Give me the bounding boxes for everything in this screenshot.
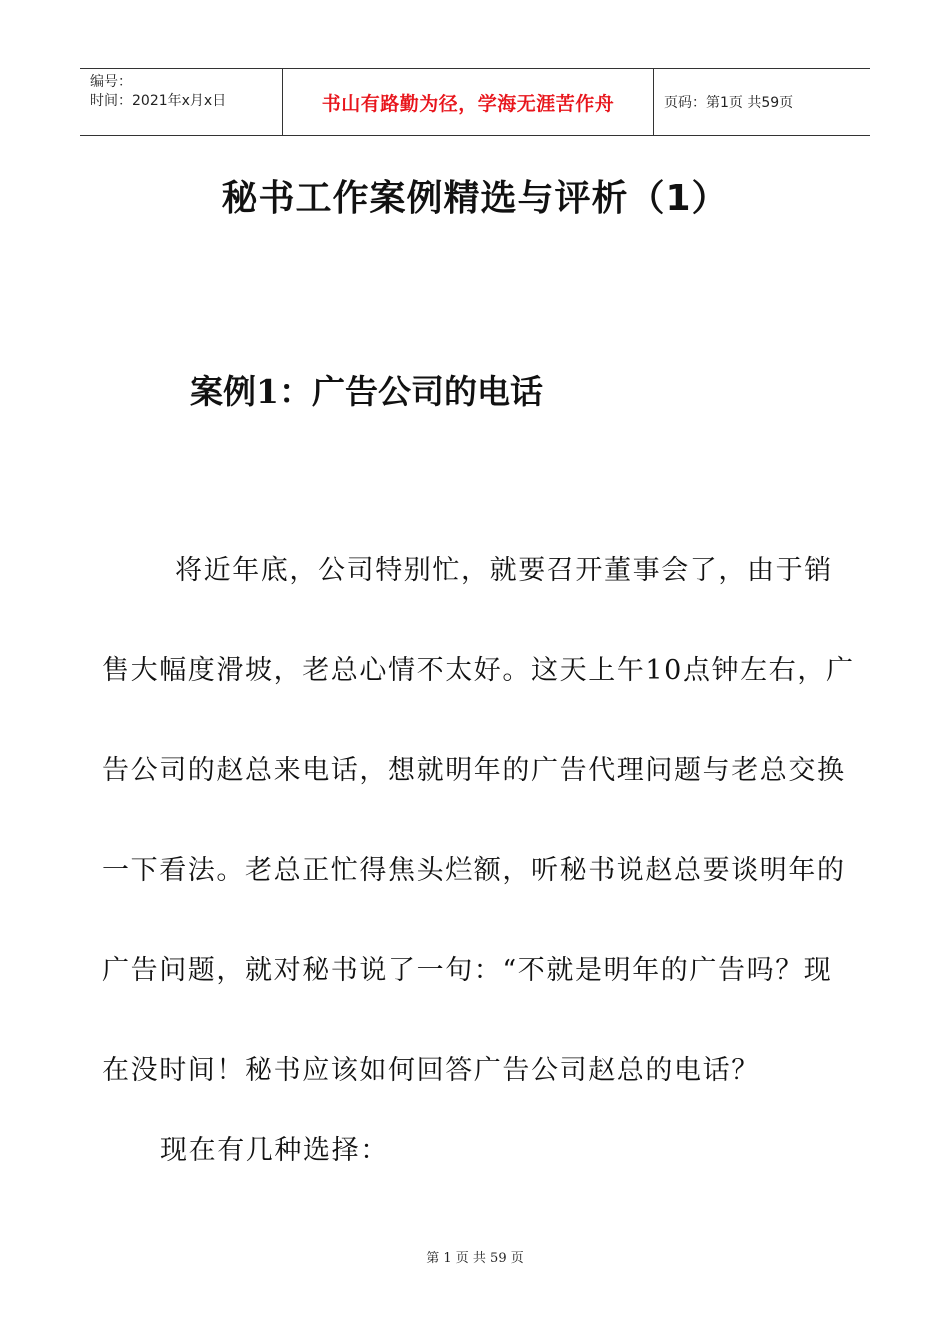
case-title: 案例1：广告公司的电话 [190,372,543,411]
body-line-1: 将近年底，公司特别忙，就要召开董事会了，由于销 [175,555,833,586]
body-line-7: 现在有几种选择： [160,1135,389,1166]
body-line-2: 售大幅度滑坡，老总心情不太好。这天上午10点钟左右，广 [102,655,855,686]
document-title: 秘书工作案例精选与评析（1） [221,178,729,219]
body-line-5: 广告问题，就对秘书说了一句：“不就是明年的广告吗？现 [102,955,833,986]
body-line-3: 告公司的赵总来电话，想就明年的广告代理问题与老总交换 [102,755,846,786]
header-page-info: 页码：第1页 共59页 [664,95,794,111]
header-meta [80,69,282,135]
document-date-label: 时间：2021年x月x日 [90,93,227,109]
document-header [80,68,870,136]
page-footer: 第 1 页 共 59 页 [426,1251,524,1266]
body-line-6: 在没时间！秘书应该如何回答广告公司赵总的电话？ [102,1055,760,1086]
header-motto: 书山有路勤为径，学海无涯苦作舟 [282,69,654,135]
document-number-label: 编号： [90,74,132,90]
body-line-4: 一下看法。老总正忙得焦头烂额，听秘书说赵总要谈明年的 [102,855,846,886]
